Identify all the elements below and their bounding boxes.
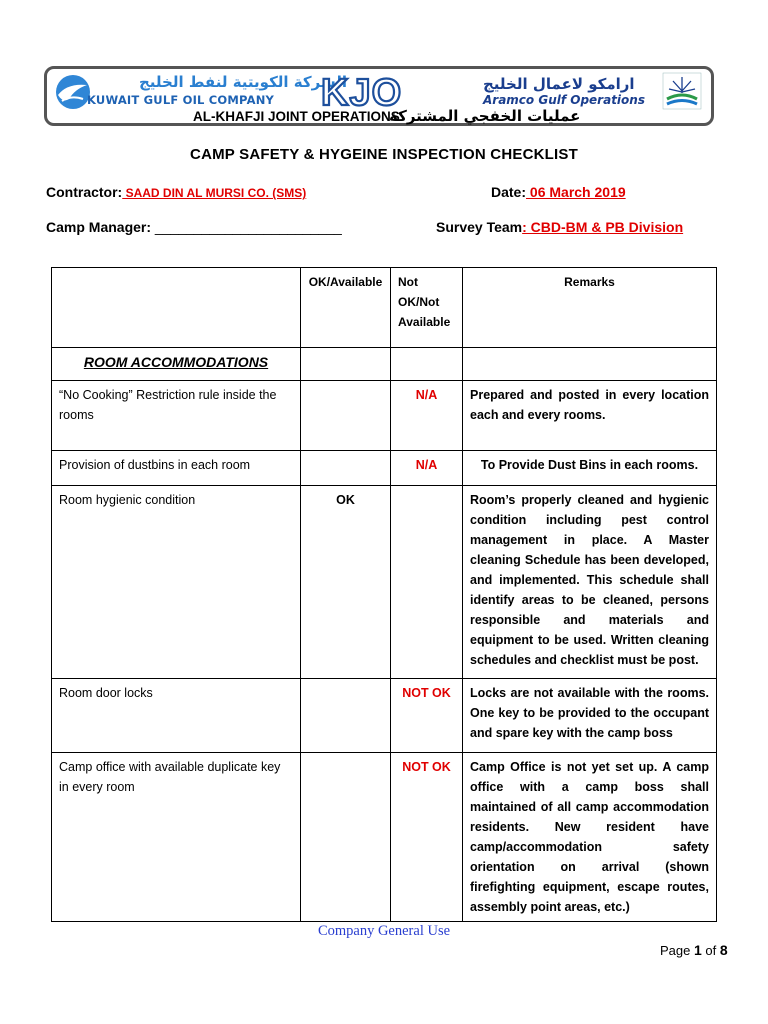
aramco-star-icon — [661, 71, 703, 111]
khafji-english-name: AL-KHAFJI JOINT OPERATIONS — [193, 109, 400, 124]
kgoc-english-name: KUWAIT GULF OIL COMPANY — [87, 93, 275, 107]
table-row — [52, 451, 717, 486]
kgoc-arabic-name: الشركة الكويتية لنفط الخليج — [139, 73, 347, 91]
row-item: Camp office with available duplicate key in every room — [52, 753, 301, 922]
document-title: CAMP SAFETY & HYGEINE INSPECTION CHECKLIST — [190, 146, 578, 163]
table-row — [52, 486, 717, 679]
header-ok-available: OK/Available — [301, 268, 391, 348]
survey-team-value: : CBD-BM & PB Division — [522, 219, 684, 235]
table-row — [52, 381, 717, 451]
section-remarks-cell — [463, 348, 717, 381]
kjo-logo — [319, 73, 415, 109]
page-word: Page — [660, 943, 694, 958]
row-not-ok: NOT OK — [391, 679, 463, 753]
page-of: of — [701, 943, 720, 958]
date-value: 06 March 2019 — [526, 184, 626, 200]
header-not-ok: Not OK/Not Available — [391, 268, 463, 348]
row-item: “No Cooking” Restriction rule inside the rooms — [52, 381, 301, 451]
section-ok-cell — [301, 348, 391, 381]
page-number — [660, 942, 728, 958]
row-item: Room hygienic condition — [52, 486, 301, 679]
header-banner — [44, 66, 714, 126]
row-remarks: Prepared and posted in every location each and every rooms. — [463, 381, 717, 451]
row-remarks: Camp Office is not yet set up. A camp office with a camp boss shall maintained of all camp accommodation residents. New resident have camp/accommodation safety orientation on arrival (shown firefighting equipment, escape routes, assembly point areas, etc.) — [463, 753, 717, 922]
inspection-checklist-table — [51, 267, 717, 922]
row-ok — [301, 451, 391, 486]
kjo-logo-text: KJO — [321, 73, 403, 109]
camp-manager-field — [46, 219, 342, 235]
survey-team-field — [436, 219, 683, 235]
row-not-ok: N/A — [391, 381, 463, 451]
date-label: Date: — [491, 184, 527, 200]
table-row — [52, 679, 717, 753]
row-not-ok: NOT OK — [391, 753, 463, 922]
row-ok — [301, 679, 391, 753]
section-title: ROOM ACCOMMODATIONS — [52, 348, 301, 381]
row-remarks: Room’s properly cleaned and hygienic condition including pest control management in place. A Master cleaning Schedule has been developed, and implemented. This schedule shall identify areas to be cleaned, persons responsible and materials and equipment to be used. Written cleaning schedules and checklist must be post. — [463, 486, 717, 679]
camp-manager-label: Camp Manager: — [46, 219, 152, 235]
row-not-ok: N/A — [391, 451, 463, 486]
table-row — [52, 753, 717, 922]
row-not-ok — [391, 486, 463, 679]
page-total: 8 — [719, 942, 728, 958]
date-field — [491, 184, 626, 200]
contractor-value: SAAD DIN AL MURSI CO. (SMS) — [122, 186, 307, 200]
survey-team-label: Survey Team — [436, 219, 523, 235]
contractor-field — [46, 184, 306, 200]
contractor-label: Contractor: — [46, 184, 123, 200]
table-header-row — [52, 268, 717, 348]
header-item — [52, 268, 301, 348]
aramco-arabic-name: ارامكو لاعمال الخليج — [483, 75, 635, 93]
aramco-english-name: Aramco Gulf Operations — [483, 93, 645, 107]
row-ok — [301, 753, 391, 922]
camp-manager-blank: ________________________ — [154, 219, 342, 235]
document-classification: Company General Use — [317, 923, 451, 939]
header-remarks: Remarks — [463, 268, 717, 348]
row-remarks: To Provide Dust Bins in each rooms. — [463, 451, 717, 486]
row-remarks: Locks are not available with the rooms. One key to be provided to the occupant and spare key with the camp boss — [463, 679, 717, 753]
row-ok — [301, 381, 391, 451]
khafji-arabic-name: عمليات الخفجي المشتركة — [389, 107, 581, 125]
section-row — [52, 348, 717, 381]
row-ok: OK — [301, 486, 391, 679]
section-not-ok-cell — [391, 348, 463, 381]
row-item: Provision of dustbins in each room — [52, 451, 301, 486]
page-current: 1 — [693, 942, 702, 958]
row-item: Room door locks — [52, 679, 301, 753]
